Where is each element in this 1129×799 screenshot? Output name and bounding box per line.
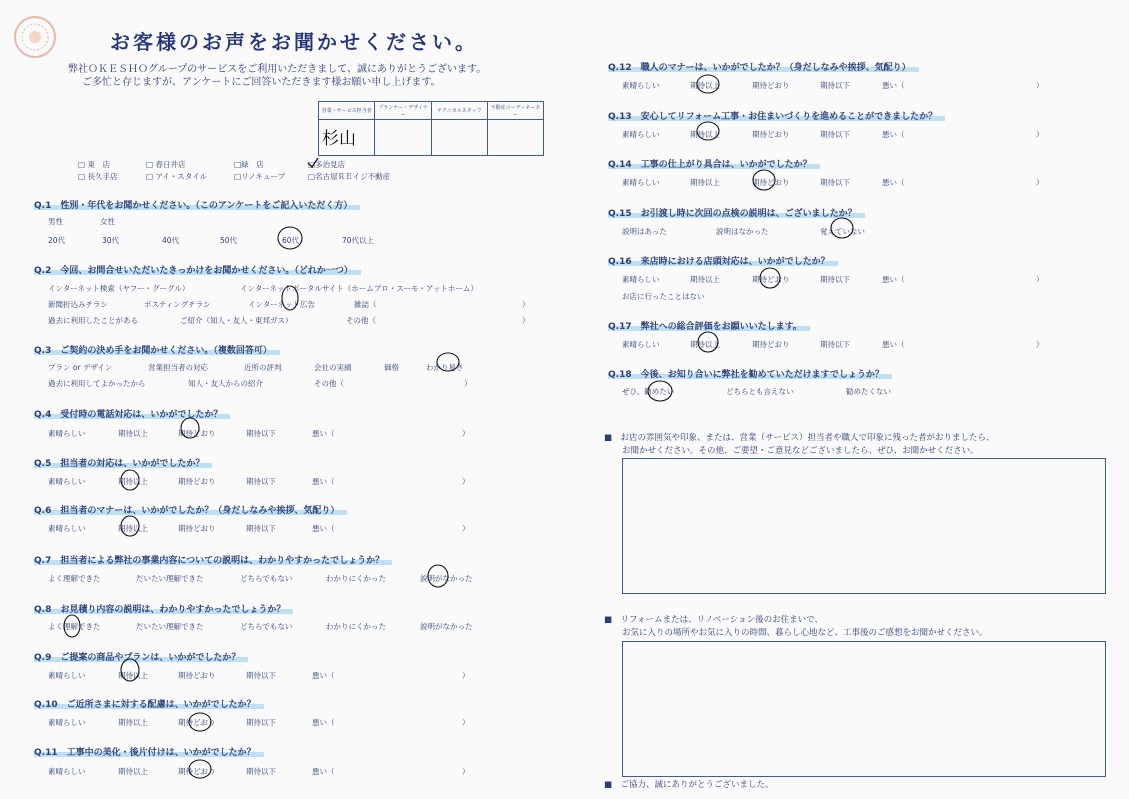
store-nagoya-re[interactable]: □名古屋ＲＥイジ不動産 <box>308 172 391 181</box>
comment1-prompt-line2: お聞かせください。その他、ご要望・ご意見などございましたら、ぜひ、お聞かせください。 <box>622 446 979 456</box>
q2-newspaper-flyer[interactable]: 新聞折込みチラシ <box>48 300 108 309</box>
q17-below[interactable]: 期待以下 <box>820 340 850 349</box>
q16-excellent[interactable]: 素晴らしい <box>622 275 660 284</box>
q8-no-explanation[interactable]: 説明がなかった <box>420 622 473 631</box>
seal-stamp <box>12 14 58 60</box>
store-higashi[interactable]: □ 東 店 <box>78 160 110 169</box>
q13-above[interactable]: 期待以上 <box>690 130 720 139</box>
q9-above[interactable]: 期待以上 <box>118 671 148 680</box>
q14-bad-close: ） <box>1036 178 1044 187</box>
q5-excellent[interactable]: 素晴らしい <box>48 477 86 486</box>
staff-cell-realestate[interactable] <box>487 120 543 156</box>
q12-bad-close: ） <box>1036 81 1044 90</box>
comment2-prompt-line2: お気に入りの場所やお気に入りの時間、暮らし心地など、工事後のご感想をお聞かせください。 <box>622 628 988 638</box>
comment2-prompt-line1: ■ リフォームまたは、リノベーション後のお住まいで、 <box>604 615 823 625</box>
q7-neither[interactable]: どちらでもない <box>240 574 293 583</box>
q9-excellent[interactable]: 素晴らしい <box>48 671 86 680</box>
comment2-textbox[interactable] <box>622 641 1106 777</box>
question-q17: Q.17 弊社への総合評価をお願いいたします。 <box>608 319 802 332</box>
q1-male[interactable]: 男性 <box>48 217 63 226</box>
staff-header-sales: 営業・サービス担当者 <box>319 102 375 120</box>
question-q5: Q.5 担当者の対応は、いかがでしたか？ <box>34 456 204 469</box>
q15-dont-remember[interactable]: 覚えていない <box>820 227 865 236</box>
question-q9: Q.9 ご提案の商品やプランは、いかがでしたか？ <box>34 650 240 663</box>
q11-bad-close: ） <box>462 767 470 776</box>
question-q8: Q.8 お見積り内容の説明は、わかりやすかったでしょうか？ <box>34 602 285 615</box>
q1-age-40s[interactable]: 40代 <box>162 236 180 245</box>
q6-as-expected[interactable]: 期待どおり <box>178 524 216 533</box>
q4-above[interactable]: 期待以上 <box>118 429 148 438</box>
intro-line-2: ご多忙と存じますが、アンケートにご回答いただきます様お願い申し上げます。 <box>82 77 441 88</box>
q3-other[interactable]: その他（ <box>314 379 344 388</box>
question-q3: Q.3 ご契約の決め手をお聞かせください。（複数回答可） <box>34 343 272 356</box>
q16-below[interactable]: 期待以下 <box>820 275 850 284</box>
q1-female[interactable]: 女性 <box>100 217 115 226</box>
store-nagakute[interactable]: □ 長久手店 <box>78 172 118 181</box>
q17-above[interactable]: 期待以上 <box>690 340 720 349</box>
q2-other-close: ） <box>522 316 530 325</box>
staff-cell-technical[interactable] <box>431 120 487 156</box>
q6-below[interactable]: 期待以下 <box>246 524 276 533</box>
question-q18: Q.18 今後、お知り合いに弊社を勧めていただけますでしょうか？ <box>608 367 884 380</box>
q14-below[interactable]: 期待以下 <box>820 178 850 187</box>
q16-never-visited[interactable]: お店に行ったことはない <box>622 292 705 301</box>
staff-header-technical: テクニカルスタッフ <box>431 102 487 120</box>
q11-below[interactable]: 期待以下 <box>246 767 276 776</box>
question-q15: Q.15 お引渡し時に次回の点検の説明は、ございましたか？ <box>608 206 857 219</box>
q2-internet-search[interactable]: インターネット検索（ヤフー・グーグル） <box>48 284 190 293</box>
q12-bad[interactable]: 悪い（ <box>882 81 905 90</box>
q14-excellent[interactable]: 素晴らしい <box>622 178 660 187</box>
q3-plan-design[interactable]: プラン or デザイン <box>48 363 113 372</box>
q17-as-expected[interactable]: 期待どおり <box>752 340 790 349</box>
q14-as-expected[interactable]: 期待どおり <box>752 178 790 187</box>
q4-bad[interactable]: 悪い（ <box>312 429 335 438</box>
q13-below[interactable]: 期待以下 <box>820 130 850 139</box>
q16-above[interactable]: 期待以上 <box>690 275 720 284</box>
question-q4: Q.4 受付時の電話対応は、いかがでしたか？ <box>34 407 222 420</box>
q6-bad[interactable]: 悪い（ <box>312 524 335 533</box>
q11-above[interactable]: 期待以上 <box>118 767 148 776</box>
question-q11: Q.11 工事中の美化・後片付けは、いかがでしたか？ <box>34 745 256 758</box>
q4-excellent[interactable]: 素晴らしい <box>48 429 86 438</box>
q18-neither[interactable]: どちらとも言えない <box>726 387 794 396</box>
q3-used-before[interactable]: 過去に利用してよかったから <box>48 379 146 388</box>
intro-line-1: 弊社ＯＫＥＳＨＯグループのサービスをご利用いただきまして、誠にありがとうございます。 <box>68 64 487 75</box>
question-q13: Q.13 安心してリフォーム工事・お住まいづくりを進めることができましたか？ <box>608 109 937 122</box>
q10-above[interactable]: 期待以上 <box>118 718 148 727</box>
q10-as-expected[interactable]: 期待どおり <box>178 718 216 727</box>
q16-bad-close: ） <box>1036 275 1044 284</box>
q7-understood-well[interactable]: よく理解できた <box>48 574 101 583</box>
q10-below[interactable]: 期待以下 <box>246 718 276 727</box>
question-q6: Q.6 担当者のマナーは、いかがでしたか？（身だしなみや挨拶、気配り） <box>34 503 339 516</box>
q10-bad-close: ） <box>462 718 470 727</box>
q10-excellent[interactable]: 素晴らしい <box>48 718 86 727</box>
q11-as-expected[interactable]: 期待どおり <box>178 767 216 776</box>
q6-above[interactable]: 期待以上 <box>118 524 148 533</box>
q11-bad[interactable]: 悪い（ <box>312 767 335 776</box>
q1-age-50s[interactable]: 50代 <box>220 236 238 245</box>
q9-below[interactable]: 期待以下 <box>246 671 276 680</box>
handwritten-staff-name: 杉山 <box>322 129 356 149</box>
q2-posting-flyer[interactable]: ポスティングチラシ <box>144 300 211 309</box>
q1-age-20s[interactable]: 20代 <box>48 236 66 245</box>
q5-as-expected[interactable]: 期待どおり <box>178 477 216 486</box>
q9-bad-close: ） <box>462 671 470 680</box>
q13-bad-close: ） <box>1036 130 1044 139</box>
q1-age-70s-plus[interactable]: 70代以上 <box>342 236 375 245</box>
page-title: お客様のお声をお聞かせください。 <box>110 30 478 54</box>
question-q7: Q.7 担当者による弊社の事業内容についての説明は、わかりやすかったでしょうか？ <box>34 553 384 566</box>
store-renocube[interactable]: □リノキューブ <box>234 172 286 181</box>
footer-thanks: ■ ご協力、誠にありがとうございました。 <box>604 780 774 790</box>
question-q10: Q.10 ご近所さまに対する配慮は、いかがでしたか？ <box>34 697 256 710</box>
q14-bad[interactable]: 悪い（ <box>882 178 905 187</box>
question-q2: Q.2 今回、お問合せいただいたきっかけをお聞かせください。（どれか一つ） <box>34 263 353 276</box>
q16-as-expected[interactable]: 期待どおり <box>752 275 790 284</box>
q7-mostly-understood[interactable]: だいたい理解できた <box>136 574 204 583</box>
q13-bad[interactable]: 悪い（ <box>882 130 905 139</box>
q7-no-explanation[interactable]: 説明がなかった <box>420 574 473 583</box>
question-q12: Q.12 職人のマナーは、いかがでしたか？（身だしなみや挨拶、気配り） <box>608 60 911 73</box>
q8-neither[interactable]: どちらでもない <box>240 622 293 631</box>
q15-not-explained[interactable]: 説明はなかった <box>716 227 769 236</box>
comment1-prompt-line1: ■ お店の雰囲気や印象、または、営業（サービス）担当者や職人で印象に残った者がおりましたら、 <box>604 433 995 443</box>
q17-excellent[interactable]: 素晴らしい <box>622 340 660 349</box>
q3-neighborhood-reputation[interactable]: 近所の評判 <box>244 363 282 372</box>
store-tajimi[interactable]: □多治見店 <box>308 160 346 169</box>
q9-as-expected[interactable]: 期待どおり <box>178 671 216 680</box>
q12-as-expected[interactable]: 期待どおり <box>752 81 790 90</box>
q5-bad-close: ） <box>462 477 470 486</box>
q10-bad[interactable]: 悪い（ <box>312 718 335 727</box>
q12-below[interactable]: 期待以下 <box>820 81 850 90</box>
staff-cell-planner[interactable] <box>375 120 431 156</box>
q2-other[interactable]: その他（ <box>346 316 376 325</box>
q2-portal-site[interactable]: インターネットポータルサイト（ホームプロ・スーモ・アットホーム） <box>240 284 478 293</box>
q5-above[interactable]: 期待以上 <box>118 477 148 486</box>
q6-excellent[interactable]: 素晴らしい <box>48 524 86 533</box>
q15-explained[interactable]: 説明はあった <box>622 227 667 236</box>
q4-below[interactable]: 期待以下 <box>246 429 276 438</box>
q16-bad[interactable]: 悪い（ <box>882 275 905 284</box>
q3-clarity[interactable]: わかり易さ <box>426 363 464 372</box>
q8-mostly-understood[interactable]: だいたい理解できた <box>136 622 204 631</box>
comment1-textbox[interactable] <box>622 458 1106 594</box>
q13-excellent[interactable]: 素晴らしい <box>622 130 660 139</box>
q5-below[interactable]: 期待以下 <box>246 477 276 486</box>
q1-age-30s[interactable]: 30代 <box>102 236 120 245</box>
q2-referral[interactable]: ご紹介（知人・友人・東邦ガス） <box>180 316 293 325</box>
q3-other-close: ） <box>464 379 472 388</box>
q13-as-expected[interactable]: 期待どおり <box>752 130 790 139</box>
q12-excellent[interactable]: 素晴らしい <box>622 81 660 90</box>
q8-understood-well[interactable]: よく理解できた <box>48 622 101 631</box>
staff-header-realestate: 不動産コーディネーター <box>487 102 543 120</box>
q2-internet-ad[interactable]: インターネット広告 <box>248 300 315 309</box>
q17-bad[interactable]: 悪い（ <box>882 340 905 349</box>
question-q16: Q.16 来店時における店頭対応は、いかがでしたか？ <box>608 254 830 267</box>
q12-above[interactable]: 期待以上 <box>690 81 720 90</box>
q3-price[interactable]: 価格 <box>384 363 399 372</box>
q18-definitely-recommend[interactable]: ぜひ、勧めたい <box>622 387 675 396</box>
q3-sales-response[interactable]: 営業担当者の対応 <box>148 363 208 372</box>
q4-as-expected[interactable]: 期待どおり <box>178 429 216 438</box>
q17-bad-close: ） <box>1036 340 1044 349</box>
staff-header-planner: プランナー・デザイナー <box>375 102 431 120</box>
q8-hard-to-understand[interactable]: わかりにくかった <box>326 622 386 631</box>
q3-referral[interactable]: 知人・友人からの紹介 <box>188 379 263 388</box>
store-midori[interactable]: □緑 店 <box>234 160 264 169</box>
q2-magazine[interactable]: 雑誌（ <box>354 300 377 309</box>
store-istyle[interactable]: □ アイ・スタイル <box>146 172 208 181</box>
q4-bad-close: ） <box>462 429 470 438</box>
question-q14: Q.14 工事の仕上がり具合は、いかがでしたか？ <box>608 157 812 170</box>
q18-not-recommend[interactable]: 勧めたくない <box>846 387 891 396</box>
q1-age-60s[interactable]: 60代 <box>282 236 300 245</box>
q5-bad[interactable]: 悪い（ <box>312 477 335 486</box>
q2-magazine-close: ） <box>522 300 530 309</box>
store-kasugai[interactable]: □ 春日井店 <box>146 160 186 169</box>
q9-bad[interactable]: 悪い（ <box>312 671 335 680</box>
question-q1: Q.1 性別・年代をお聞かせください。（このアンケートをご記入いただく方） <box>34 198 352 211</box>
q7-hard-to-understand[interactable]: わかりにくかった <box>326 574 386 583</box>
q14-above[interactable]: 期待以上 <box>690 178 720 187</box>
q11-excellent[interactable]: 素晴らしい <box>48 767 86 776</box>
tajimi-check-mark <box>306 157 320 169</box>
q2-used-before[interactable]: 過去に利用したことがある <box>48 316 138 325</box>
q3-company-record[interactable]: 会社の実績 <box>314 363 352 372</box>
q6-bad-close: ） <box>462 524 470 533</box>
